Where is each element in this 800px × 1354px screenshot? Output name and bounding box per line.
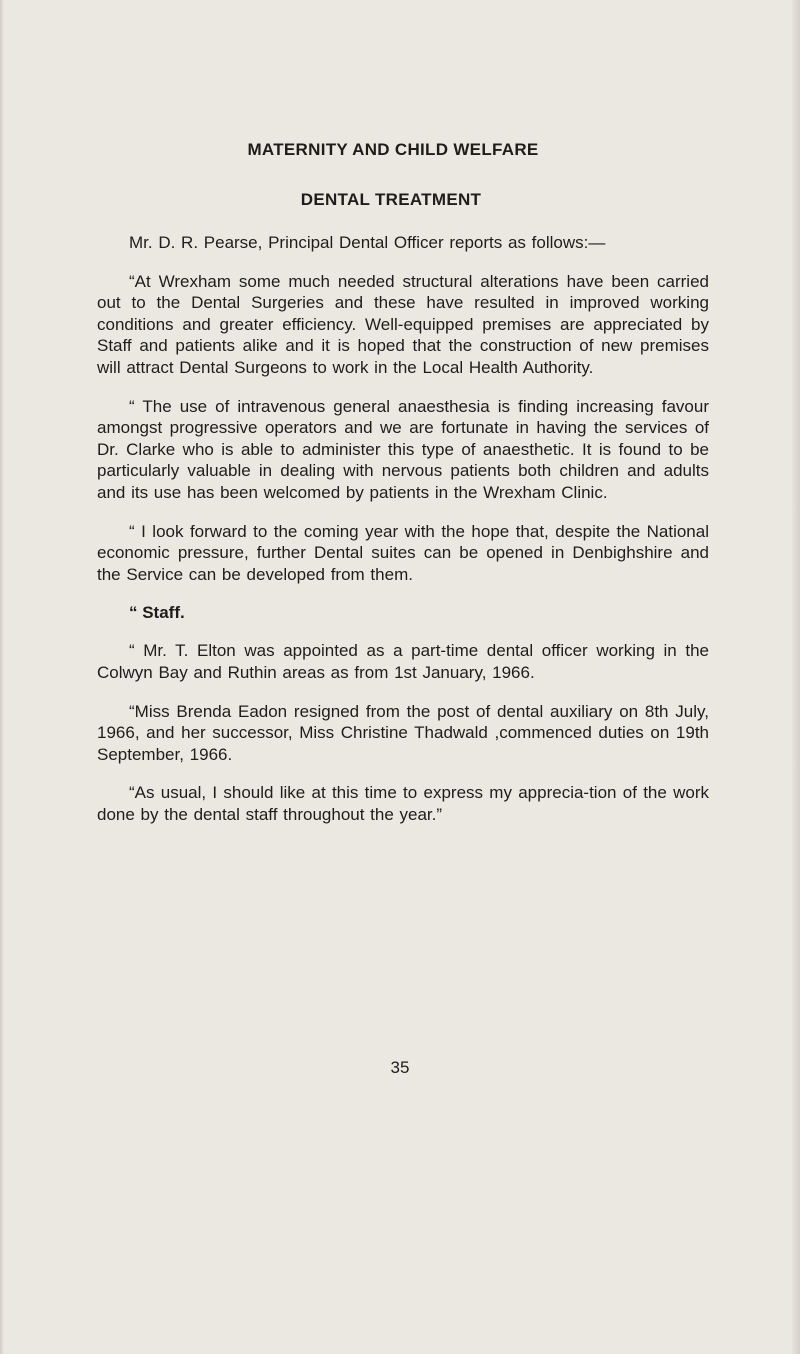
page-title: MATERNITY AND CHILD WELFARE [247,140,539,159]
report-paragraph: “ The use of intravenous general anaesthesia is finding increasing favour amongst progressive operators and we are fortunate in having the services of Dr. Clarke who is able to administer this type of anaesthetic. It is found to be particularly valuable in dealing with nervous patients both children and adults and its use has been welcomed by patients in the Wrexham Clinic. [97,396,709,502]
staff-paragraph: “As usual, I should like at this time to express my apprecia-tion of the work done by the dental staff throughout the year.” [97,783,709,824]
report-paragraph: “At Wrexham some much needed structural alterations have been carried out to the Dental Surgeries and these have resulted in improved working conditions and greater efficiency. Well-equipped premises are appreciated by Staff and patients alike and it is hoped that the construction of new premises will attract Dental Surgeons to work in the Local Health Authority. [97,271,709,377]
report-paragraph: “ I look forward to the coming year with the hope that, despite the National economic pressure, further Dental suites can be opened in Denbighshire and the Service can be developed from them. [97,521,709,584]
section-title: DENTAL TREATMENT [300,190,482,209]
page-edge-left [0,0,4,1354]
page-edge-right [792,0,800,1354]
staff-paragraph: “ Mr. T. Elton was appointed as a part-time dental officer working in the Colwyn Bay and Ruthin areas as from 1st January, 1966. [97,641,709,682]
page-content [97,140,709,825]
staff-paragraph: “Miss Brenda Eadon resigned from the post of dental auxiliary on 8th July, 1966, and her successor, Miss Christine Thadwald ,commenced duties on 19th September, 1966. [97,701,709,764]
intro-paragraph: Mr. D. R. Pearse, Principal Dental Officer reports as follows:— [129,233,606,252]
page-number: 35 [390,1058,410,1077]
staff-heading: “ Staff. [129,603,185,623]
